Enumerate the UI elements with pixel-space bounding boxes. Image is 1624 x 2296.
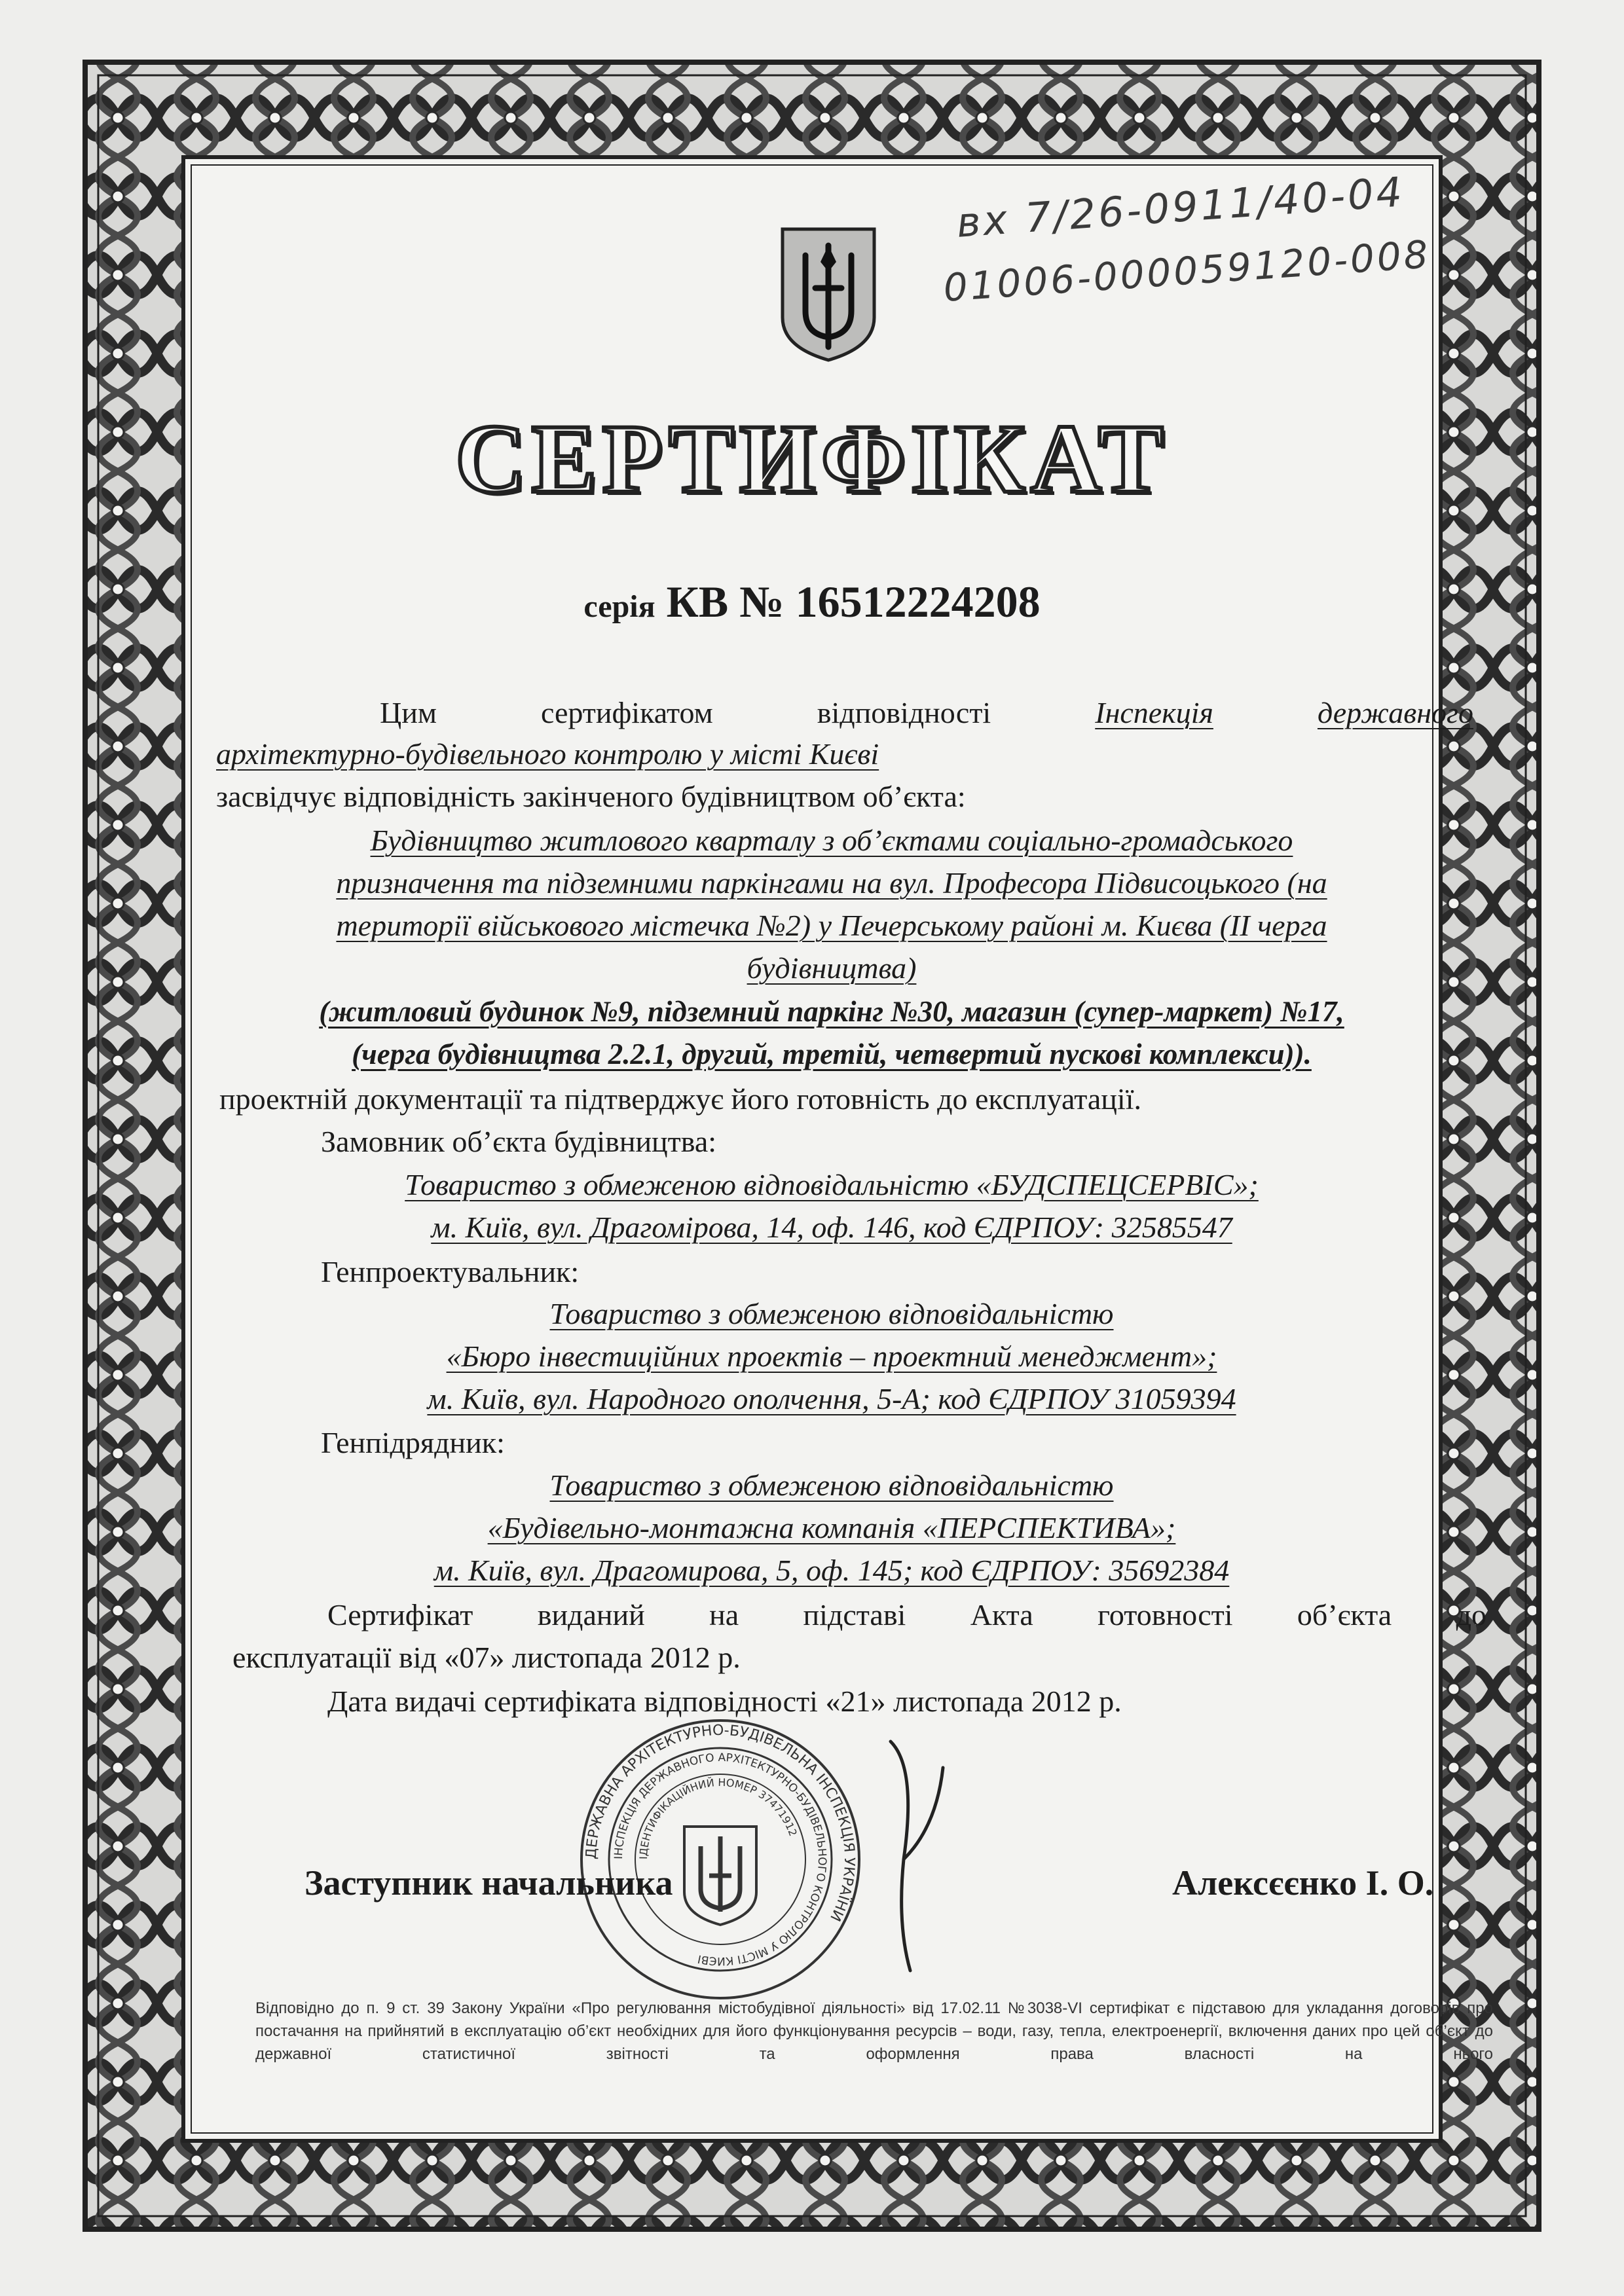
contractor-label: Генпідрядник: [321,1426,505,1459]
object-line: будівництва) [747,951,917,985]
series-code: КВ № 16512224208 [666,577,1041,627]
designer-line: м. Київ, вул. Народного ополчення, 5-А; код ЄДРПОУ 31059394 [427,1382,1236,1415]
handwritten-document-code: 01006-000059120-008 [942,232,1432,310]
object-bold-line: (житловий будинок №9, підземний паркінг №30, магазин (супер-маркет) №17, [319,995,1344,1028]
conformity-line: проектній документації та підтверджує його готовність до експлуатації. [219,1082,1141,1116]
intro-word: Цим [380,696,437,729]
intro-line [380,695,1473,730]
contractor-line: «Будівельно-монтажна компанія «ПЕРСПЕКТИВА»; [487,1511,1176,1544]
designer-line: Товариство з обмеженою відповідальністю [549,1297,1114,1330]
seal-number-text: ІДЕНТИФІКАЦІЙНИЙ НОМЕР 37471912 [637,1776,800,1860]
series-number [0,576,1624,628]
basis-word: до [1456,1598,1486,1631]
object-line: призначення та підземними паркінгами на вул. Професора Підвисоцького (на [336,866,1327,900]
legal-footnote: Відповідно до п. 9 ст. 39 Закону України «Про регулювання містобудівної діяльності» від 17.02.11 №3038-VI сертифікат є підставою для укладання договорів про постачання на прийнятий в експлуатацію об’єкт необхідних для його функціонування ресурсів – води, газу, тепла, електроенергії, включення даних про цей об’єкт до державної статистичної звітності та оформлення права власності на нього [255,1999,1493,2063]
customer-line: м. Київ, вул. Драгомірова, 14, оф. 146, код ЄДРПОУ: 32585547 [431,1211,1232,1244]
trident-icon [776,226,881,363]
basis-word: виданий [537,1598,645,1631]
seal-inner-text: ІНСПЕКЦІЯ ДЕРЖАВНОГО АРХІТЕКТУРНО-БУДІВЕЛЬНОГО КОНТРОЛЮ У МІСТІ КИЄВІ [612,1751,829,1968]
intro-word: відповідності [817,696,991,729]
basis-line-2: експлуатації від «07» листопада 2012 р. [232,1641,741,1674]
seal-trident-icon [684,1827,756,1925]
handwritten-registration-number: вх 7/26-0911/40-04 [955,168,1407,247]
basis-word: об’єкта [1297,1598,1392,1631]
issuer-word: державного [1317,696,1473,729]
object-line: Будівництво житлового кварталу з об’єктами соціально-громадського [370,824,1293,857]
issue-date-line: Дата видачі сертифіката відповідності «21» листопада 2012 р. [327,1685,1122,1718]
contractor-line: Товариство з обмеженою відповідальністю [549,1468,1114,1502]
official-seal [576,1715,864,2003]
object-line: території військового містечка №2) у Печерському районі м. Києва (ІІ черга [336,909,1327,942]
issuer-word: Інспекція [1095,696,1213,729]
issuer-line: архітектурно-будівельного контролю у місті Києві [216,737,879,771]
object-bold-line: (черга будівництва 2.2.1, другий, третій, четвертий пускові комплекси)). [352,1038,1312,1070]
signatory-name: Алексєєнко І. О. [1172,1863,1434,1903]
basis-word: Сертифікат [327,1598,473,1631]
basis-word: Акта [970,1598,1033,1631]
basis-line [327,1597,1486,1632]
basis-word: готовності [1098,1598,1233,1631]
contractor-line: м. Київ, вул. Драгомирова, 5, оф. 145; код ЄДРПОУ: 35692384 [434,1554,1230,1587]
intro-word: сертифікатом [540,696,713,729]
certificate-title: СЕРТИФІКАТ [455,405,1169,513]
seal-outer-text: ДЕРЖАВНА АРХІТЕКТУРНО-БУДІВЕЛЬНА ІНСПЕКЦІЯ УКРАЇНИ [583,1722,858,1924]
certifies-line: засвідчує відповідність закінченого будівництвом об’єкта: [216,780,966,813]
basis-word: підставі [803,1598,906,1631]
designer-label: Генпроектувальник: [321,1255,580,1288]
signatory-position: Заступник начальника [304,1863,673,1903]
designer-line: «Бюро інвестиційних проектів – проектний менеджмент»; [446,1339,1217,1373]
customer-label: Замовник об’єкта будівництва: [321,1125,717,1158]
basis-word: на [709,1598,739,1631]
series-prefix: серія [583,589,655,624]
customer-line: Товариство з обмеженою відповідальністю «БУДСПЕЦСЕРВІС»; [405,1168,1259,1201]
handwritten-signature [864,1728,963,1977]
